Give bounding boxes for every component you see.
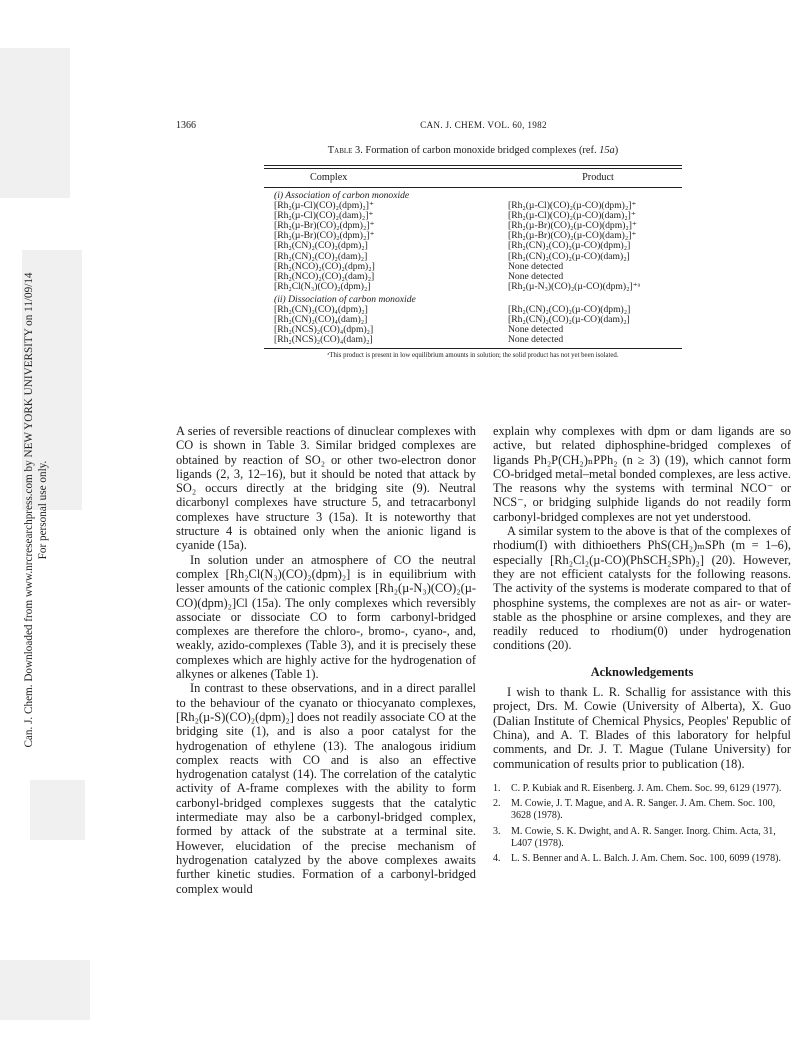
complex-cell: [Rh₂(µ-Cl)(CO)₂(dpm)₂]⁺ — [274, 200, 375, 212]
product-cell: [Rh₂(µ-N₃)(CO)₂(µ-CO)(dpm)₂]⁺ᵃ — [508, 280, 641, 292]
product-cell: [Rh₂(CN)₂(CO)₂(µ-CO)(dam)₂] — [508, 314, 630, 326]
table-row — [274, 335, 682, 345]
download-watermark — [14, 230, 58, 790]
product-cell: None detected — [508, 270, 564, 282]
product-cell: [Rh₂(µ-Br)(CO)₂(µ-CO)(dam)₂]⁺ — [508, 230, 637, 242]
table-caption-end: ) — [614, 145, 619, 156]
reference-item — [493, 783, 791, 795]
product-cell: None detected — [508, 260, 564, 272]
column-header-product: Product — [582, 172, 614, 183]
scan-artifact — [0, 48, 70, 198]
complex-cell: [Rh₂(NCS)₂(CO)₄(dam)₂] — [274, 334, 373, 346]
body-paragraph: In solution under an atmosphere of CO the neutral complex [Rh₂Cl(N₃)(CO)₂(dpm)₂] is in equilibrium with lesser amounts of the cationic complex [Rh₂(µ-N₃)(CO)₂(µ-CO)(dpm)₂]Cl (15a). The only complexes which reversibly associate or dissociate CO to form carbonyl-bridged complexes are therefore the chloro-, bromo-, cyano-, and, weakly, azido-complexes (Table 3), and it is precisely these complexes which are highly active for the hydrogenation of alkynes or alkenes (Table 1). — [176, 552, 476, 682]
page-number: 1366 — [176, 120, 196, 131]
body-paragraph: A similar system to the above is that of the complexes of rhodium(I) with dithioethers PhS(CH₂)ₘSPh (m = 1–6), especially [Rh₂Cl₂(µ-CO)(PhSCH₂SPh)₂] (20). However, they are not efficient catalysts for the following reasons. The activity of the systems is moderate compared to that of phosphine systems, the complexes are not as air- or water-stable as the phosphine or arsine complexes, and they are readily reduced to rhodium(0) under hydrogenation conditions (20). — [493, 524, 791, 653]
complex-cell: [Rh₂Cl(N₃)(CO)₂(dpm)₂] — [274, 280, 371, 292]
reference-text: L. S. Benner and A. L. Balch. J. Am. Chem. Soc. 100, 6099 (1978). — [511, 853, 781, 865]
scan-artifact — [0, 960, 90, 1020]
table-section-dissociation: (ii) Dissociation of carbon monoxide — [274, 293, 416, 305]
reference-text: M. Cowie, J. T. Mague, and A. R. Sanger. J. Am. Chem. Soc. 100, 3628 (1978). — [511, 798, 776, 822]
running-header — [176, 120, 791, 136]
dissociation-rows — [274, 305, 682, 345]
acknowledgements-heading: Acknowledgements — [590, 664, 694, 679]
table-body — [264, 188, 682, 345]
product-cell: None detected — [508, 324, 564, 336]
journal-citation: CAN. J. CHEM. VOL. 60, 1982 — [420, 120, 547, 130]
watermark-line-1: Can. J. Chem. Downloaded from www.nrcresearchpress.com by NEW YORK UNIVERSITY on 11/09/14 — [23, 272, 35, 748]
left-column — [176, 424, 476, 896]
reference-text: M. Cowie, S. K. Dwight, and A. R. Sanger. Inorg. Chim. Acta, 31, L407 (1978). — [511, 825, 776, 850]
reference-number: 3. — [493, 825, 501, 837]
table-caption-ref: 15a — [599, 145, 615, 156]
reference-list — [493, 783, 791, 866]
table-caption-text: Formation of carbon monoxide bridged complexes (ref. — [362, 145, 600, 156]
reference-item — [493, 826, 791, 851]
table-row — [274, 282, 682, 292]
complex-cell: [Rh₂(CN)₂(CO)₄(dam)₂] — [274, 314, 368, 326]
reference-number: 2. — [493, 798, 501, 810]
association-rows — [274, 201, 682, 292]
complex-cell: [Rh₂(CN)₂(CO)₂(dam)₂] — [274, 250, 368, 262]
complex-cell: [Rh₂(NCS)₂(CO)₄(dpm)₂] — [274, 324, 374, 336]
product-cell: [Rh₂(µ-Cl)(CO)₂(µ-CO)(dpm)₂]⁺ — [508, 200, 637, 212]
product-cell: [Rh₂(CN)₂(CO)₂(µ-CO)(dam)₂] — [508, 250, 630, 262]
right-column — [493, 424, 791, 869]
product-cell: [Rh₂(µ-Br)(CO)₂(µ-CO)(dpm)₂]⁺ — [508, 220, 637, 232]
table-caption — [264, 145, 682, 156]
body-paragraph: A series of reversible reactions of dinuclear complexes with CO is shown in Table 3. Similar bridged complexes are obtained by reaction of SO₂ or other two-electron donor ligands (2, 3, 12–16), but it should be noted that attack by SO₂ occurs directly at the bridging site (9). Neutral dicarbonyl complexes have structure 5, and tetracarbonyl complexes have structure 3 (15a). It is noteworthy that structure 4 is obtained only when the anionic ligand is cyanide (15a). — [176, 424, 476, 553]
complex-cell: [Rh₂(NCO)₂(CO)₂(dpm)₂] — [274, 260, 375, 272]
product-cell: [Rh₂(CN)₂(CO)₂(µ-CO)(dpm)₂] — [508, 304, 631, 316]
reference-item — [493, 798, 791, 823]
complex-cell: [Rh₂(CN)₂(CO)₂(dpm)₂] — [274, 240, 368, 252]
complex-cell: [Rh₂(µ-Br)(CO)₂(dpm)₂]⁺ — [274, 220, 375, 232]
reference-number: 4. — [493, 853, 501, 865]
product-cell: [Rh₂(µ-Cl)(CO)₂(µ-CO)(dam)₂]⁺ — [508, 210, 636, 222]
column-header-complex: Complex — [310, 172, 348, 183]
watermark-line-2: For personal use only. — [37, 460, 49, 560]
table-footnote: ᵃThis product is present in low equilibrium amounts in solution; the solid product has not yet been isolated. — [327, 352, 619, 360]
table-header — [264, 169, 682, 187]
product-cell: [Rh₂(CN)₂(CO)₂(µ-CO)(dpm)₂] — [508, 240, 631, 252]
acknowledgements-text: I wish to thank L. R. Schallig for assistance with this project, Drs. M. Cowie (University of Alberta), X. Guo (Dalian Institute of Chemical Physics, Peoples' Republic of China), and A. T. Blades of this laboratory for helpful comments, and Dr. J. T. Mague (Tulane University) for communication of results prior to publication (18). — [493, 685, 791, 771]
reference-item — [493, 853, 791, 865]
reference-text: C. P. Kubiak and R. Eisenberg. J. Am. Chem. Soc. 99, 6129 (1977). — [511, 782, 782, 794]
product-cell: None detected — [508, 334, 564, 346]
table-label: Table 3. — [327, 145, 363, 156]
complex-cell: [Rh₂(CN)₂(CO)₄(dpm)₂] — [274, 304, 368, 316]
reference-number: 1. — [493, 782, 501, 794]
body-paragraph: In contrast to these observations, and in a direct parallel to the behaviour of the cyanato or thiocyanato complexes, [Rh₂(µ-S)(CO)₂(dpm)₂] does not readily associate CO at the bridging site (1), and is also a poor catalyst for the hydrogenation of ethylene (13). The analogous iridium complex reacts with CO and is also an effective hydrogenation catalyst (14). The correlation of the catalytic activity of A-frame complexes with the ability to form carbonyl-bridged complexes suggests that the catalytic intermediate may also be a carbonyl-bridged complex, formed by attack of the substrate at a terminal site. However, elucidation of the precise mechanism of hydrogenation catalyzed by the above complexes awaits further kinetic studies. Formation of a carbonyl-bridged complex would — [176, 681, 476, 896]
complex-cell: [Rh₂(µ-Br)(CO)₂(dpm)₂]⁺ — [274, 230, 375, 242]
table-section-association: (i) Association of carbon monoxide — [274, 190, 410, 201]
complexes-table — [264, 165, 682, 359]
complex-cell: [Rh₂(NCO)₂(CO)₂(dam)₂] — [274, 270, 375, 282]
body-paragraph: explain why complexes with dpm or dam ligands are so active, but related diphosphine-bridged complexes of ligands Ph₂P(CH₂)ₙPPh₂ (n ≥ 3) (19), which cannot form CO-bridged metal–metal bonded complexes, are less active. The reasons why the systems with terminal NCO⁻ or NCS⁻, or bridging sulphide ligands do not readily form carbonyl-bridged complexes are not yet understood. — [493, 424, 791, 524]
complex-cell: [Rh₂(µ-Cl)(CO)₂(dam)₂]⁺ — [274, 210, 374, 222]
